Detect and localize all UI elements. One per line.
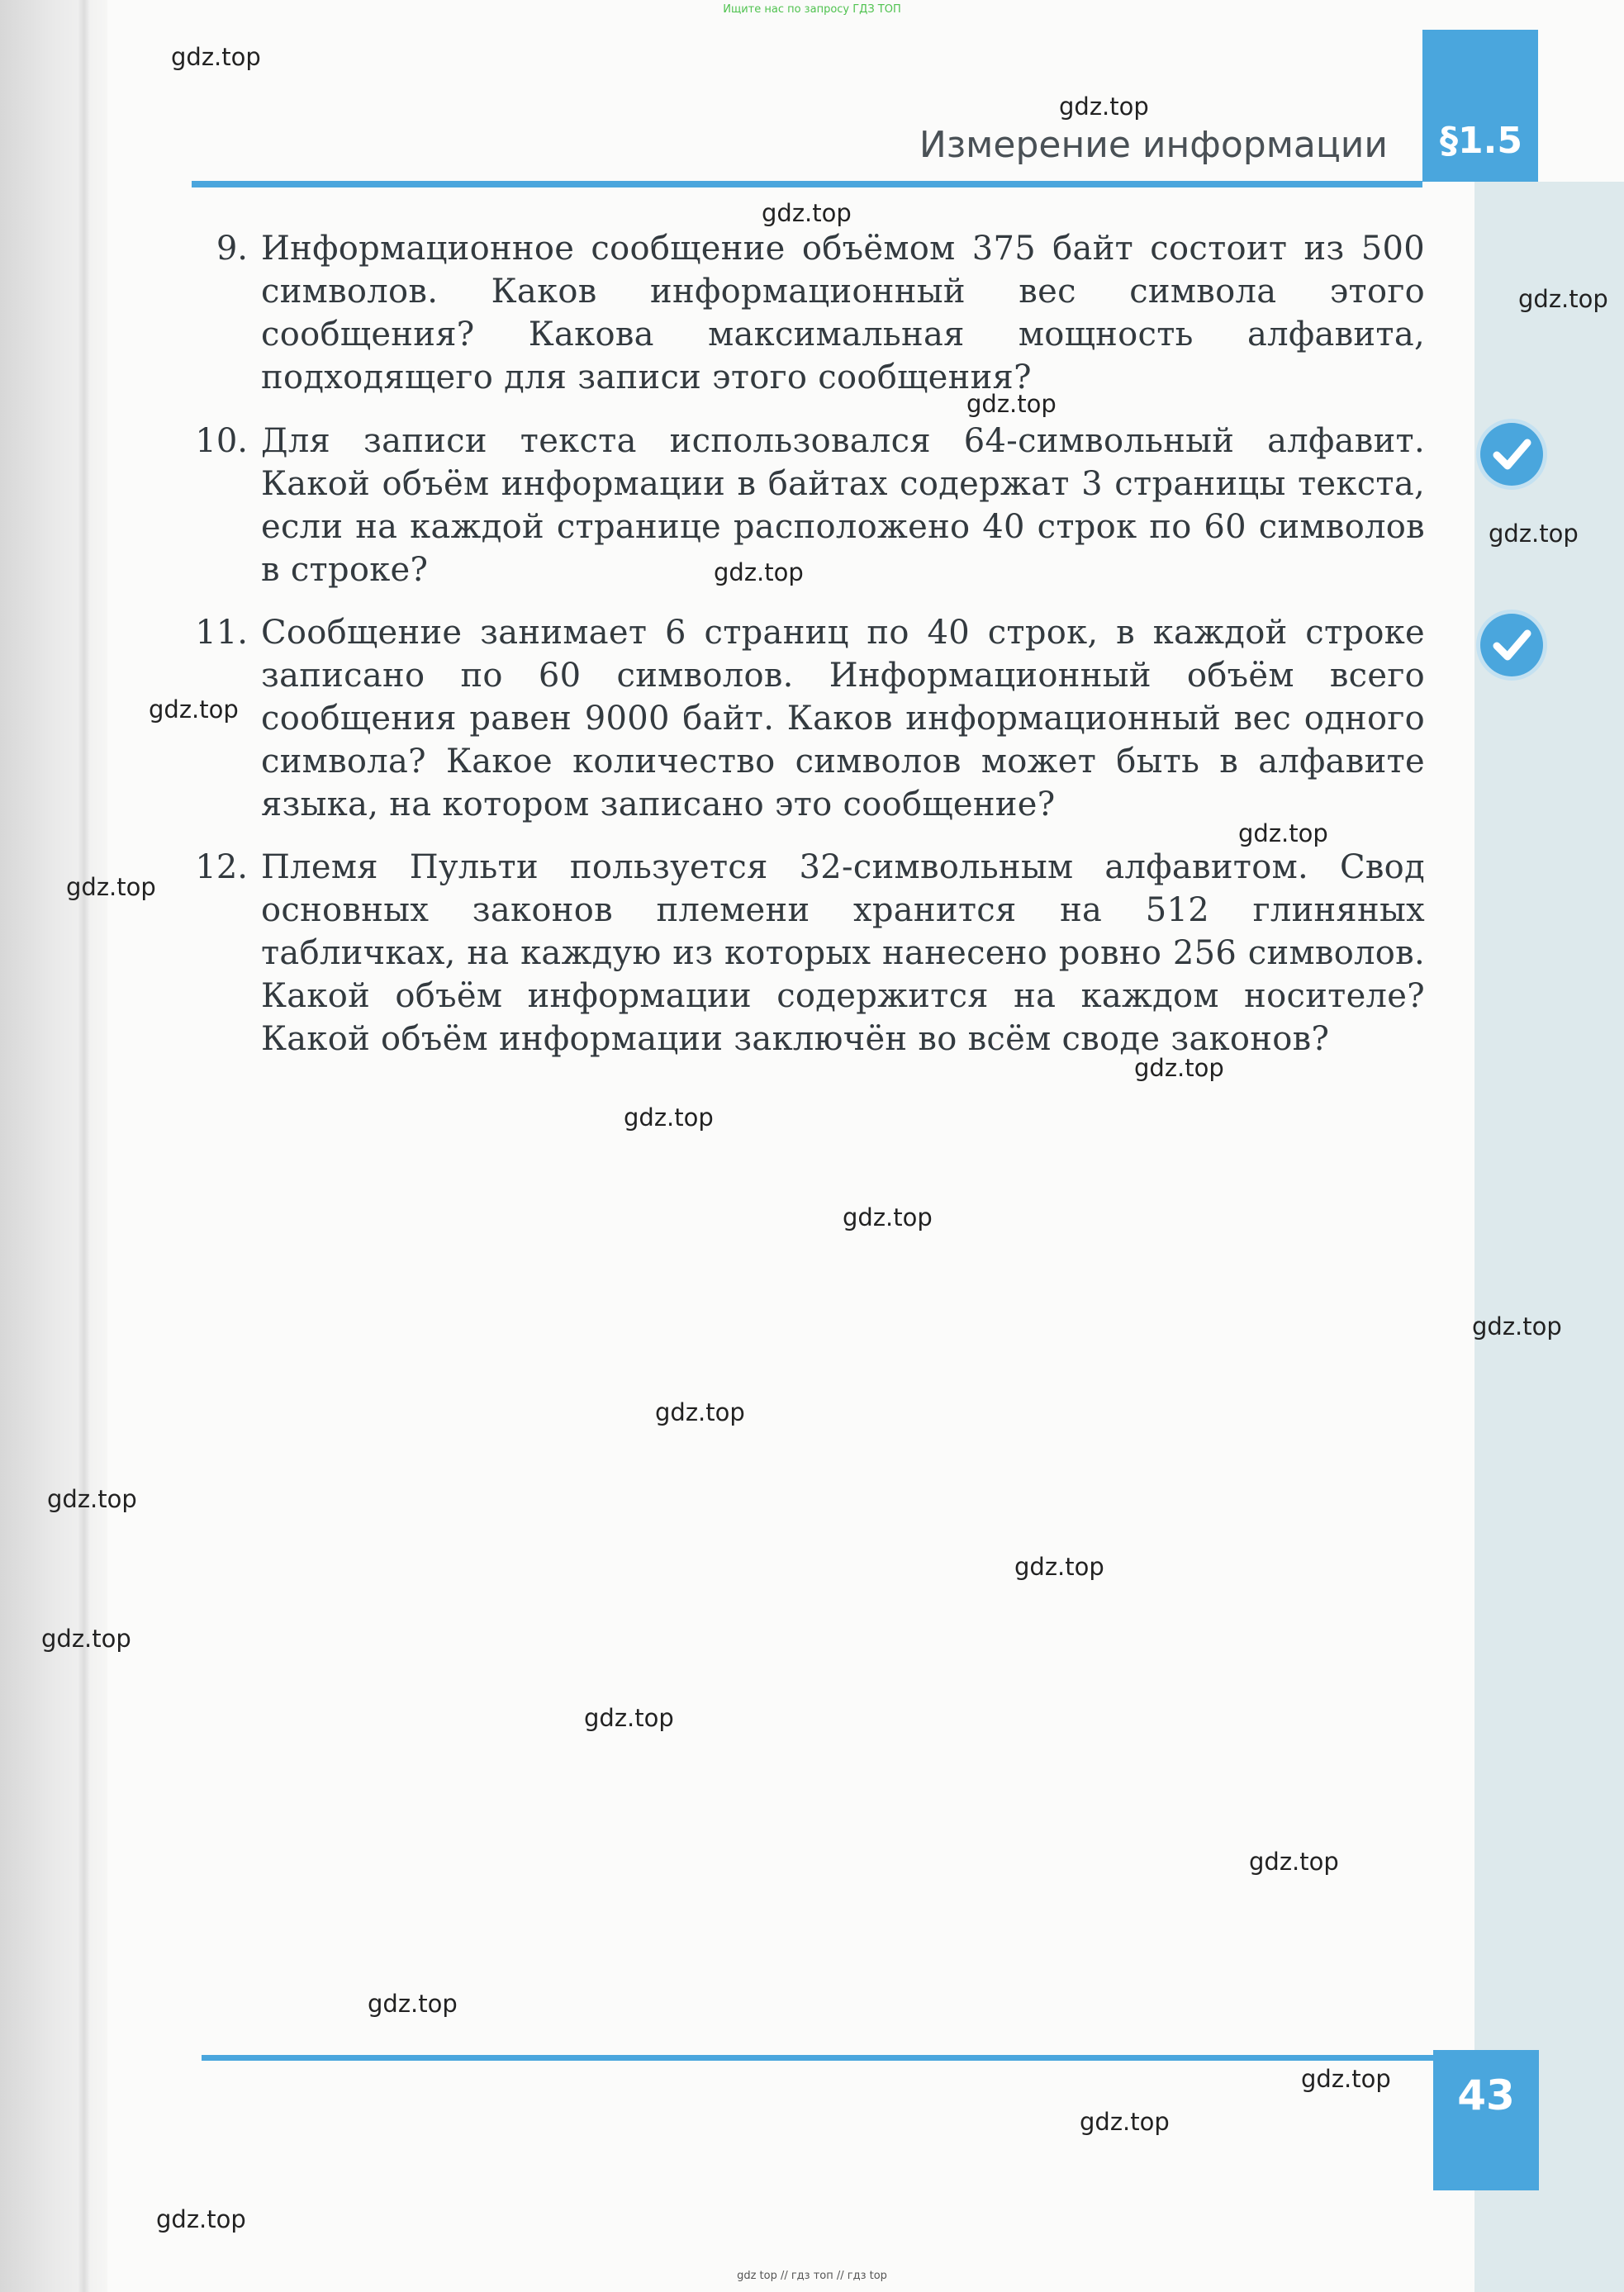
book-spine-shadow — [0, 0, 107, 2292]
watermark: gdz.top — [156, 2205, 246, 2233]
watermark: gdz.top — [149, 695, 239, 724]
section-label: §1.5 — [1440, 120, 1522, 162]
watermark: gdz.top — [1238, 819, 1328, 847]
watermark: gdz.top — [655, 1398, 745, 1426]
task-text: Сообщение занимает 6 страниц по 40 строк, в каждой строке записано по 60 символов. Информационный объём всего сообщения равен 9000 байт. Каков информационный вес одного символа? Какое количество символов может быть в алфавите языка, на котором записано это сообщение? — [261, 614, 1425, 823]
watermark: gdz.top — [1489, 520, 1579, 548]
watermark: gdz.top — [762, 199, 852, 227]
chapter-title: Измерение информации — [919, 124, 1388, 166]
watermark: gdz.top — [1014, 1553, 1104, 1581]
task-number: 12. — [195, 848, 248, 886]
watermark: gdz.top — [1301, 2065, 1391, 2093]
page-number: 43 — [1457, 2071, 1515, 2119]
task-text: Информационное сообщение объёмом 375 байт состоит из 500 символов. Каков информационный вес символа этого сообщения? Какова максимальная мощность алфавита, подходящего для записи этого сообщения? — [261, 230, 1425, 396]
watermark: gdz.top — [624, 1103, 714, 1132]
task-12 — [190, 846, 1425, 1061]
watermark: gdz.top — [1249, 1848, 1339, 1876]
book-spine-fold — [78, 0, 90, 2292]
checkmark-icon — [1480, 614, 1543, 676]
bottom-note: gdz top // гдз топ // гдз top — [737, 2270, 887, 2282]
watermark: gdz.top — [843, 1203, 933, 1231]
watermark: gdz.top — [1472, 1312, 1562, 1341]
task-number: 11. — [195, 614, 248, 652]
checkmark-icon — [1480, 423, 1543, 486]
watermark: gdz.top — [368, 1990, 458, 2018]
watermark: gdz.top — [41, 1625, 131, 1653]
watermark: gdz.top — [1134, 1054, 1224, 1082]
watermark: gdz.top — [1080, 2108, 1170, 2136]
watermark: gdz.top — [1059, 93, 1149, 121]
task-11 — [190, 611, 1425, 826]
watermark: gdz.top — [1518, 285, 1608, 313]
watermark: gdz.top — [584, 1704, 674, 1732]
task-10 — [190, 420, 1425, 591]
watermark: gdz.top — [714, 558, 804, 586]
page-margin-strip — [1474, 182, 1624, 2292]
footer-rule — [202, 2055, 1437, 2061]
task-text: Для записи текста использовался 64-символьный алфавит. Какой объём информации в байтах содержат 3 страницы текста, если на каждой странице расположено 40 строк по 60 символов в строке? — [261, 422, 1425, 589]
task-9 — [190, 227, 1425, 399]
watermark: gdz.top — [47, 1485, 137, 1513]
header-rule — [192, 181, 1422, 187]
top-note: Ищите нас по запросу ГДЗ ТОП — [723, 3, 901, 16]
task-text: Племя Пульти пользуется 32-символьным алфавитом. Свод основных законов племени хранится на 512 глиняных табличках, на каждую из которых нанесено ровно 256 символов. Какой объём информации содержится на каждом носителе? Какой объём информации заключён во всём своде законов? — [261, 848, 1425, 1058]
watermark: gdz.top — [66, 873, 156, 901]
task-number: 9. — [216, 230, 248, 268]
task-number: 10. — [195, 422, 248, 460]
watermark: gdz.top — [171, 43, 261, 71]
watermark: gdz.top — [966, 390, 1057, 418]
